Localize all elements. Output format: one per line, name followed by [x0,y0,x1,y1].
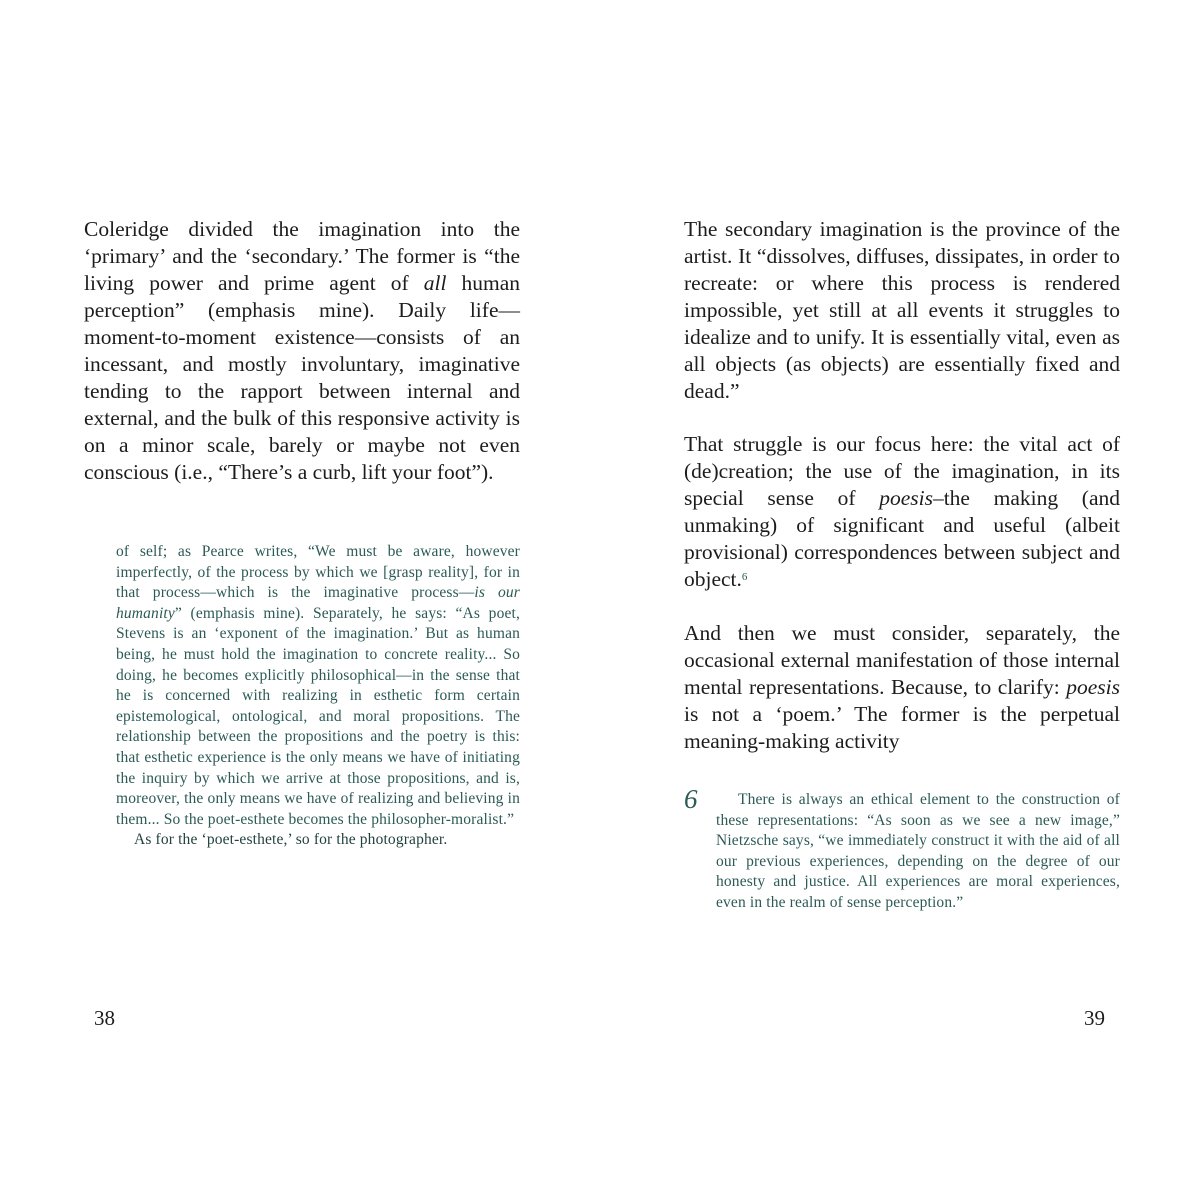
paragraph-text: And then we must consider, separately, the occasional external manifestation of those internal mental representations. Because, to clarify: [684,621,1120,699]
emphasis-text: poesis [1066,675,1120,699]
right-page [600,0,1200,1200]
footnote-reference[interactable]: 6 [741,571,748,583]
emphasis-text: all [423,271,447,295]
footnote-text: ” (emphasis mine). Separately, he says: “As poet, Stevens is an ‘exponent of the imagination.’ But as human being, he must hold the imagination to concrete reality... So doing, he becomes explicitly philosophical—in the sense that he is concerned with realizing in esthetic form certain epistemological, ontological, and moral propositions. The relationship between the propositions and the poetry is this: that esthetic experience is the only means we have of initiating the inquiry by which we arrive at those propositions, and is, moreover, the only means we have of realizing and believing in them... So the poet-esthete becomes the philosopher-moralist.” [116,604,520,828]
body-paragraph [684,431,1120,593]
footnote-emphasis: is our humanity [116,584,520,622]
paragraph-text: That struggle is our focus here: the vital act of (de)creation; the use of the imagination, in its special sense of [684,432,1120,510]
page-number: 39 [1084,1006,1105,1030]
footnote-number: 6 [684,784,698,814]
footnote-text: of self; as Pearce writes, “We must be aware, however imperfectly, of the process by which we [grasp reality], for in that process—which is the imaginative process— [116,543,520,602]
emphasis-text: poesis [879,486,933,510]
body-paragraph: The secondary imagination is the province of the artist. It “dissolves, diffuses, dissipates, in order to recreate: or where this process is rendered impossible, yet still at all events it struggles to idealize and to unify. It is essentially vital, even as all objects (as objects) are essentially fixed and dead.” [684,217,1120,403]
body-paragraph [684,620,1120,755]
paragraph-text: human perception” (emphasis mine). Daily life—moment-to-moment existence—consists of an incessant, and mostly involuntary, imaginative tending to the rapport between internal and external, and the bulk of this responsive activity is on a minor scale, barely or maybe not even conscious (i.e., “There’s a curb, lift your foot”). [84,271,520,484]
page-number: 38 [94,1006,115,1030]
paragraph-text: is not a ‘poem.’ The former is the perpetual meaning-making activity [684,702,1120,753]
body-paragraph [84,216,520,486]
footnote-continuation [116,542,520,851]
paragraph-text: Coleridge divided the imagination into the ‘primary’ and the ‘secondary.’ The former is “the living power and prime agent of [84,217,520,295]
paragraph-text: –the making (and unmaking) of significant and useful (albeit provisional) correspondences between subject and object. [684,486,1120,591]
footnote-text: There is always an ethical element to the construction of these representations: “As soon as we see a new image,” Nietzsche says, “we immediately construct it with the aid of all our previous experiences, depending on the degree of our honesty and justice. All experiences are moral experiences, even in the realm of sense perception.” [716,791,1120,911]
footnote-closing-line: As for the ‘poet-esthete,’ so for the photographer. [134,831,448,849]
